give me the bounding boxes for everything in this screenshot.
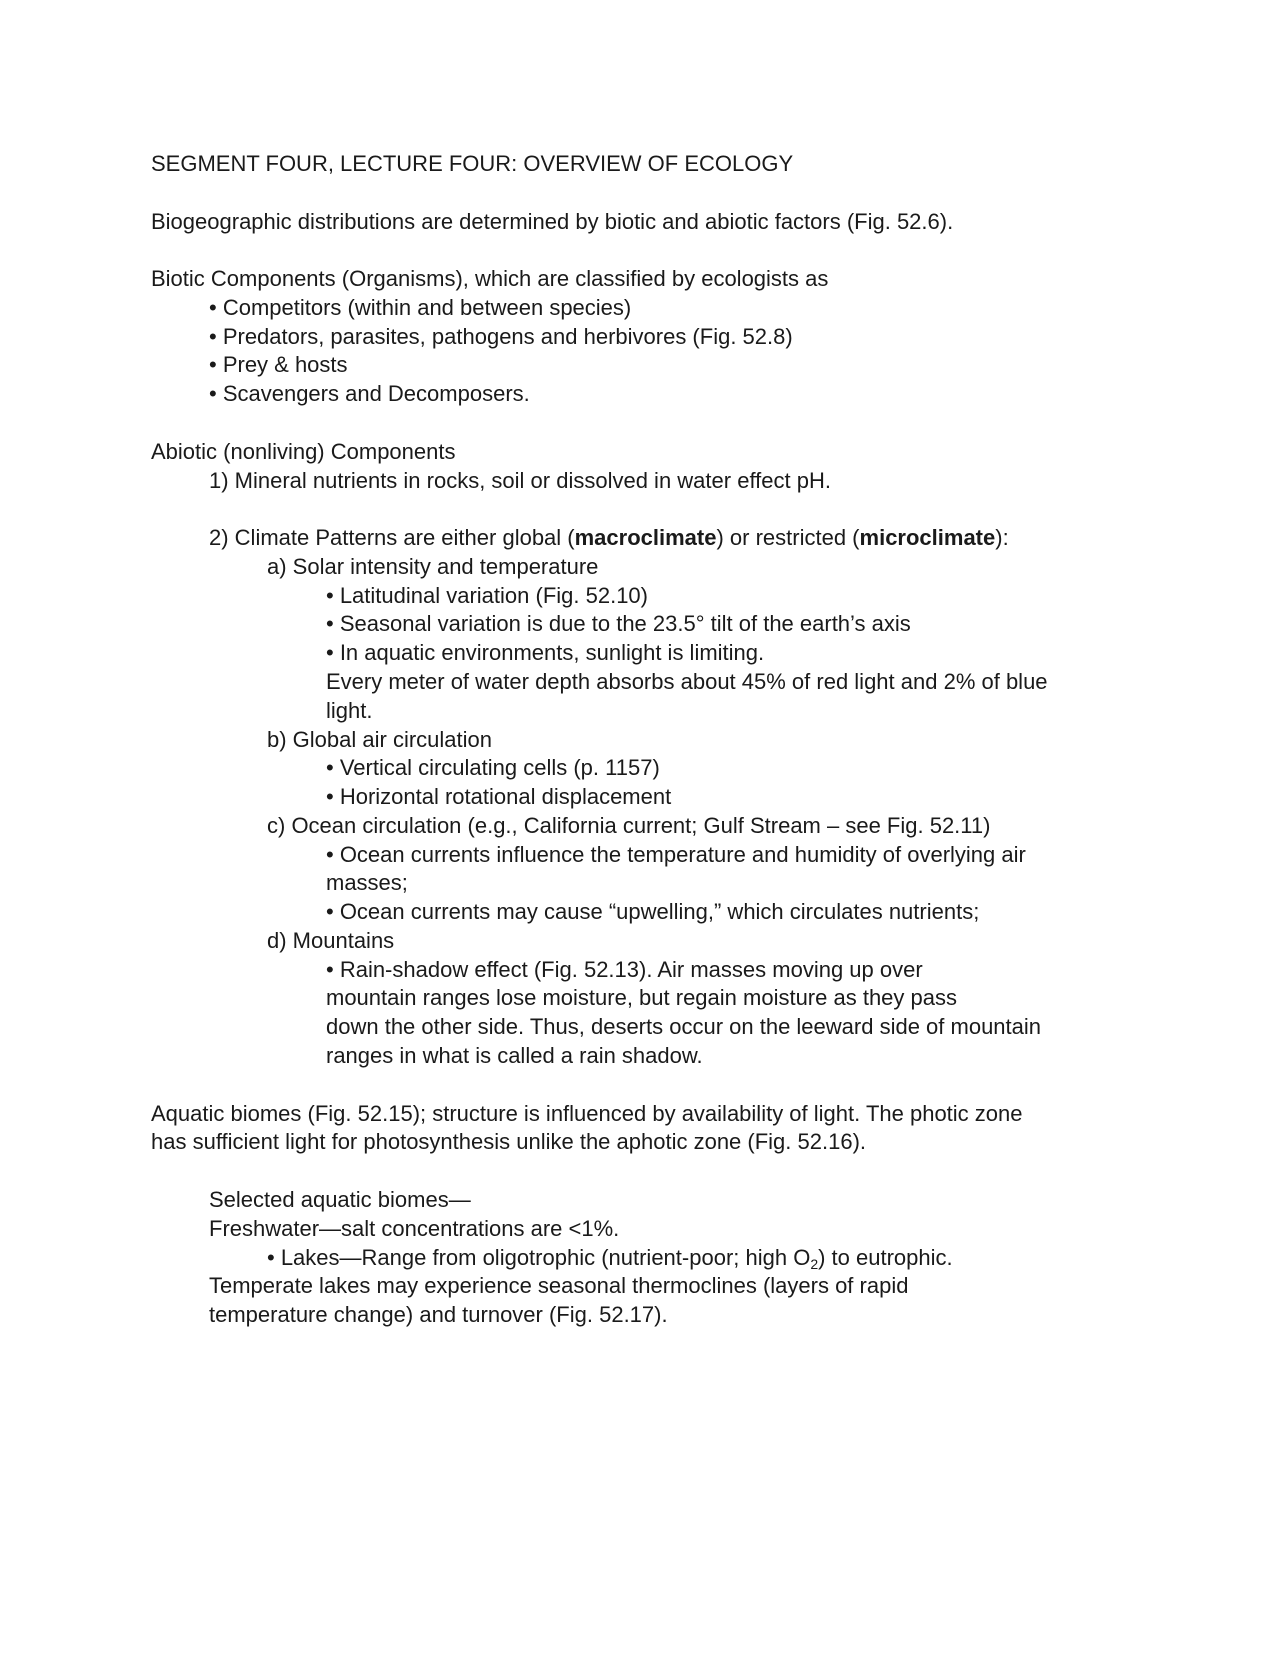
temperate-lakes-line: Temperate lakes may experience seasonal thermoclines (layers of rapid: [209, 1273, 909, 1298]
air-line: • Horizontal rotational displacement: [326, 784, 672, 809]
mountains-line: ranges in what is called a rain shadow.: [326, 1043, 703, 1068]
air-heading: b) Global air circulation: [267, 727, 492, 752]
lakes-prefix: • Lakes—Range from oligotrophic (nutrient-poor; high O: [267, 1245, 811, 1270]
ocean-line: • Ocean currents may cause “upwelling,” which circulates nutrients;: [326, 899, 980, 924]
solar-line: Every meter of water depth absorbs about 45% of red light and 2% of blue: [326, 669, 1048, 694]
biotic-item: • Competitors (within and between species): [209, 295, 632, 320]
solar-line: • Latitudinal variation (Fig. 52.10): [326, 583, 648, 608]
ocean-heading: c) Ocean circulation (e.g., California current; Gulf Stream – see Fig. 52.11): [267, 813, 991, 838]
abiotic-item-1: 1) Mineral nutrients in rocks, soil or dissolved in water effect pH.: [209, 468, 831, 493]
mountains-line: down the other side. Thus, deserts occur on the leeward side of mountain: [326, 1014, 1042, 1039]
abiotic-heading: Abiotic (nonliving) Components: [151, 439, 456, 464]
aquatic-paragraph-line: has sufficient light for photosynthesis unlike the aphotic zone (Fig. 52.16).: [151, 1129, 867, 1154]
air-line: • Vertical circulating cells (p. 1157): [326, 755, 660, 780]
page-title: SEGMENT FOUR, LECTURE FOUR: OVERVIEW OF ECOLOGY: [151, 151, 794, 176]
temperate-lakes-line: temperature change) and turnover (Fig. 52.17).: [209, 1302, 668, 1327]
biotic-item: • Scavengers and Decomposers.: [209, 381, 530, 406]
selected-biomes-heading: Selected aquatic biomes—: [209, 1187, 471, 1212]
ocean-line: masses;: [326, 870, 408, 895]
climate-middle: ) or restricted (: [716, 525, 860, 550]
biotic-item: • Prey & hosts: [209, 352, 348, 377]
mountains-line: • Rain-shadow effect (Fig. 52.13). Air masses moving up over: [326, 957, 923, 982]
ocean-line: • Ocean currents influence the temperature and humidity of overlying air: [326, 842, 1026, 867]
microclimate-term: microclimate: [859, 525, 996, 550]
biotic-item: • Predators, parasites, pathogens and herbivores (Fig. 52.8): [209, 324, 793, 349]
intro-paragraph: Biogeographic distributions are determined by biotic and abiotic factors (Fig. 52.6).: [151, 209, 954, 234]
biotic-heading: Biotic Components (Organisms), which are classified by ecologists as: [151, 266, 829, 291]
solar-line: light.: [326, 698, 373, 723]
mountains-line: mountain ranges lose moisture, but regain moisture as they pass: [326, 985, 957, 1010]
abiotic-item-2: [209, 525, 1009, 551]
lakes-line: [267, 1245, 953, 1271]
oxygen-subscript: 2: [810, 1256, 819, 1272]
solar-line: • In aquatic environments, sunlight is limiting.: [326, 640, 765, 665]
freshwater-line: Freshwater—salt concentrations are <1%.: [209, 1216, 620, 1241]
aquatic-paragraph-line: Aquatic biomes (Fig. 52.15); structure is influenced by availability of light. The photic zone: [151, 1101, 1023, 1126]
solar-line: • Seasonal variation is due to the 23.5° tilt of the earth’s axis: [326, 611, 911, 636]
climate-suffix: ):: [995, 525, 1009, 550]
climate-prefix: 2) Climate Patterns are either global (: [209, 525, 575, 550]
mountains-heading: d) Mountains: [267, 928, 395, 953]
solar-heading: a) Solar intensity and temperature: [267, 554, 599, 579]
lakes-suffix: ) to eutrophic.: [818, 1245, 953, 1270]
macroclimate-term: macroclimate: [574, 525, 717, 550]
